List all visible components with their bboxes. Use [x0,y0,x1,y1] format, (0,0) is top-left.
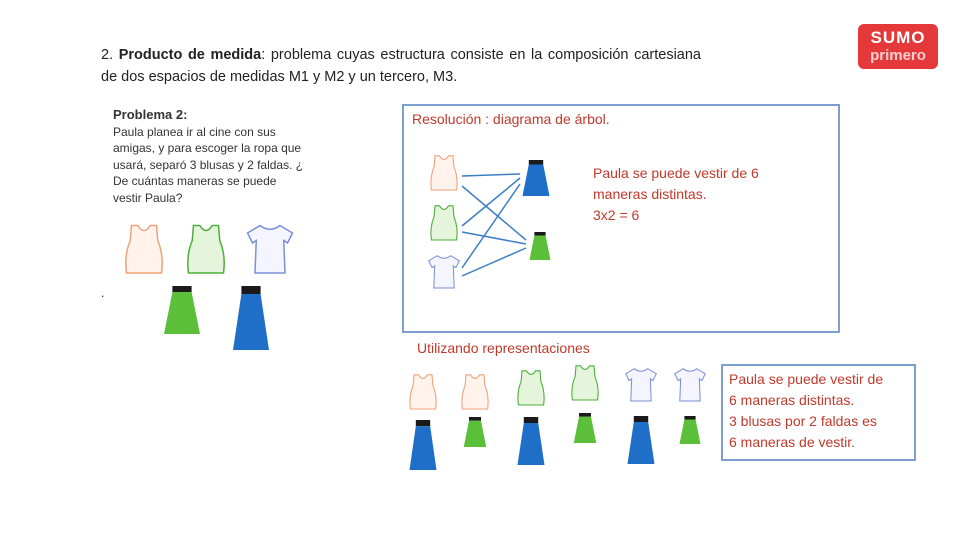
rep-line3: 3 blusas por 2 faldas es [729,413,877,429]
combo-1-skirt-blue [410,420,437,470]
rep-line1: Paula se puede vestir de [729,371,884,387]
tree-line1: Paula se puede vestir de 6 [593,165,759,181]
problem-blouse-green [188,226,224,274]
heading-number: 2. [101,47,114,63]
problem-body: Paula planea ir al cine con sus amigas, y para escoger la ropa que usará, separó 3 blusas y 2 faldas. ¿ De cuántas maneras se puede vestir Paula? [113,124,304,205]
heading-bold: Producto de medida [118,47,262,63]
problem-skirt-green [164,286,200,334]
combo-5-skirt-blue [628,416,655,464]
combo-4-blouse-green [572,366,598,400]
combo-2-blouse-peach [462,375,488,409]
tree-line2: maneras distintas. [593,186,707,202]
tree-branches [462,174,526,276]
tree-blouse-peach [431,156,457,190]
rep-line2: 6 maneras distintas. [729,392,855,408]
tree-blouse-green [431,206,457,240]
tree-skirt-blue [523,160,550,196]
tree-skirt-green [530,232,551,260]
combo-5-tee-blue [626,369,657,401]
combo-3-blouse-green [518,371,544,405]
heading-rest: : problema cuyas estructura consiste en la composición cartesiana de dos espacios de medidas M1 y M2 y un tercero, M3. [101,47,701,85]
combo-2-skirt-green [464,417,487,447]
combo-6-skirt-green [680,416,701,444]
problem-tee-blue [248,226,293,274]
combo-3-skirt-blue [518,417,545,465]
tree-title: Resolución : diagrama de árbol. [412,111,610,127]
combo-6-tee-blue [675,369,706,401]
problem-skirt-blue [233,286,269,350]
problem-title: Problema 2: [113,107,188,122]
problem-blouse-peach [126,226,162,274]
representations-title: Utilizando representaciones [417,340,590,356]
stray-dot: . [101,286,105,300]
logo-line2: primero [870,47,926,64]
tree-line3: 3x2 = 6 [593,207,640,223]
logo-line1: SUMO [870,28,926,47]
combo-4-skirt-green [574,413,597,443]
combo-1-blouse-peach [410,375,436,409]
rep-line4: 6 maneras de vestir. [729,434,856,450]
tree-tee-blue [429,256,460,288]
